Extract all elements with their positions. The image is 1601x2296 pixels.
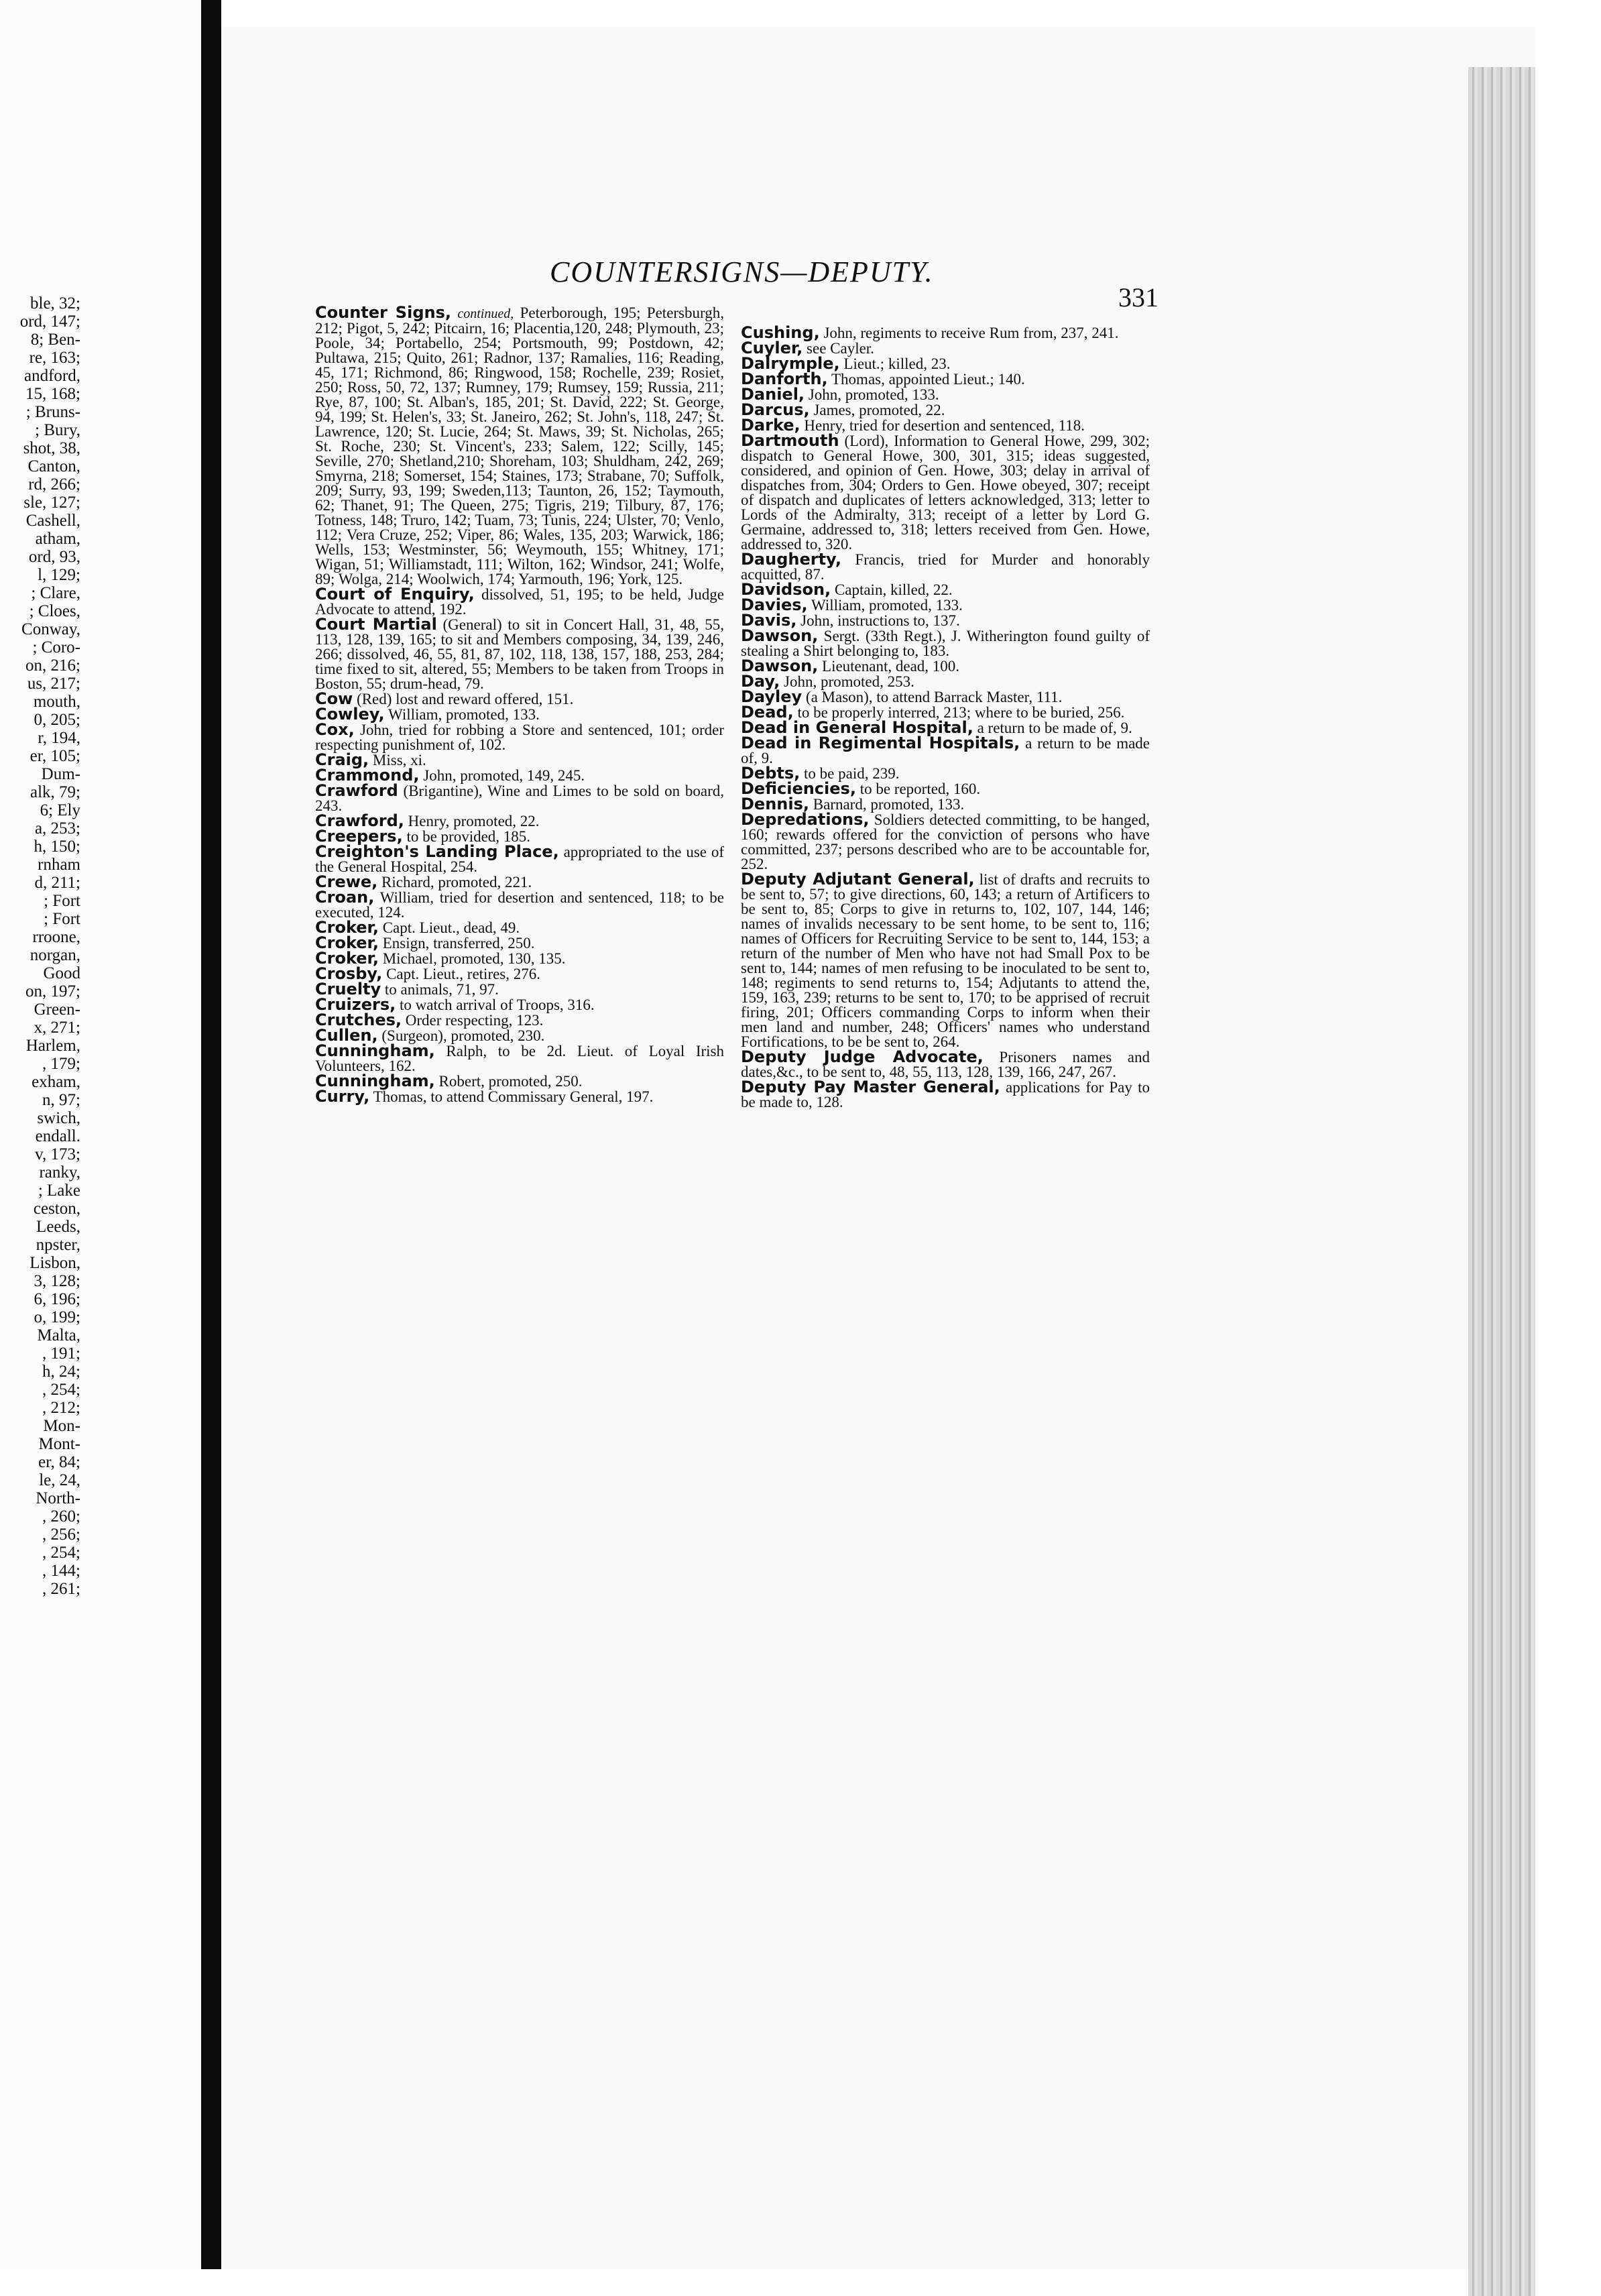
index-entry <box>741 1080 1150 1110</box>
index-column-left <box>315 305 724 1104</box>
entry-headword: Davis, <box>741 611 797 630</box>
index-entry <box>315 783 724 813</box>
bleed-fragment: ; Lake <box>38 1182 80 1200</box>
bleed-fragment: ; Clare, <box>31 585 80 602</box>
entry-text: Soldiers detected committing, to be hanged, 160; rewards offered for the conviction of persons who have committed, 237; persons described who are to be accountable for, 252. <box>741 811 1150 872</box>
entry-headword: Cunningham, <box>315 1041 435 1060</box>
index-entry <box>741 552 1150 582</box>
bleed-fragment: le, 24, <box>39 1472 80 1489</box>
entry-text: appropriated to the use of the General Hospital, 254. <box>315 844 725 875</box>
index-column-right <box>741 325 1150 1110</box>
entry-text: Peterborough, 195; Petersburgh, 212; Pigot, 5, 242; Pitcairn, 16; Placentia,120, 248; Plymouth, 23; Poole, 34; Portabello, 254; Portsmouth, 99; Postdown, 42; Pultawa, 215; Quito, 261; Radnor, 137; Ramalies, 116; Reading, 45, 171; Richmond, 86; Ringwood, 158; Rochelle, 239; Rosiet, 250; Ross, 50, 72, 137; Rumney, 179; Rumsey, 159; Russia, 211; Rye, 87, 100; St. Alban's, 185, 201; St. David, 222; St. George, 94, 199; St. Helen's, 33; St. Janeiro, 262; St. John's, 118, 247; St. Lawrence, 120; St. Lucie, 264; St. Maws, 39; St. Nicholas, 265; St. Roche, 230; St. Vincent's, 233; Salem, 122; Scilly, 145; Seville, 270; Shetland,210; Shoreham, 103; Shuldham, 242, 269; Smyrna, 218; Somerset, 154; Staines, 173; Strabane, 70; Suffolk, 209; Surry, 93, 199; Sweden,113; Taunton, 26, 152; Taymouth, 62; Thanet, 91; The Queen, 275; Tigris, 219; Tilbury, 87, 176; Totness, 148; Truro, 142; Tuam, 73; Tunis, 224; Ulster, 70; Venlo, 112; Vera Cruze, 252; Viper, 86; Wales, 135, 203; Warwick, 186; Wells, 153; Westminster, 56; Weymouth, 155; Whitney, 171; Wigan, 51; Williamstadt, 111; Wilton, 162; Windsor, 241; Wolfe, 89; Wolga, 214; Woolwich, 174; Yarmouth, 196; York, 125. <box>315 304 725 587</box>
bleed-fragment: rd, 266; <box>28 476 80 494</box>
entry-text: to animals, 71, 97. <box>384 981 499 998</box>
bleed-fragment: Mont- <box>38 1436 80 1453</box>
entry-headword: Daugherty, <box>741 550 841 569</box>
bleed-fragment: Conway, <box>21 621 80 638</box>
bleed-fragment: ; Bruns- <box>25 404 80 421</box>
bleed-fragment: , 256; <box>42 1526 80 1544</box>
entry-text: Ralph, to be 2d. Lieut. of Loyal Irish Volunteers, 162. <box>315 1043 725 1074</box>
entry-text: Richard, promoted, 221. <box>381 874 532 891</box>
entry-headword: Dennis, <box>741 795 809 813</box>
bleed-fragment: Harlem, <box>25 1037 80 1055</box>
bleed-fragment: Malta, <box>37 1327 80 1344</box>
entry-text: to watch arrival of Troops, 316. <box>400 996 595 1013</box>
bleed-fragment: , 254; <box>42 1381 80 1399</box>
entry-text: to be paid, 239. <box>804 765 900 782</box>
bleed-fragment: er, 84; <box>38 1454 80 1471</box>
bleed-fragment: , 144; <box>42 1562 80 1580</box>
entry-text: to be properly interred, 213; where to be buried, 256. <box>797 704 1125 721</box>
index-entry <box>315 305 724 587</box>
bleed-fragment: 3, 128; <box>34 1273 80 1290</box>
entry-text: Miss, xi. <box>372 752 426 768</box>
index-entry <box>741 597 1150 613</box>
entry-headword: Cushing, <box>741 323 820 342</box>
bleed-fragment: Green- <box>34 1001 80 1019</box>
entry-headword: Cox, <box>315 720 355 739</box>
index-entry <box>741 1049 1150 1080</box>
page-number: 331 <box>1118 282 1159 312</box>
entry-text: Henry, tried for desertion and sentenced, 118. <box>804 417 1085 434</box>
index-entry <box>315 587 724 617</box>
bleed-fragment: ord, 93, <box>28 549 80 566</box>
book-gutter <box>201 0 221 2269</box>
left-page-margin <box>0 0 201 2269</box>
bleed-fragment: shot, 38, <box>23 440 80 457</box>
bleed-fragment: d, 211; <box>34 874 80 892</box>
entry-headword: Darcus, <box>741 400 810 419</box>
index-entry <box>315 1043 724 1074</box>
bleed-fragment: x, 271; <box>34 1019 80 1037</box>
index-entry <box>741 872 1150 1049</box>
bleed-fragment: Lisbon, <box>29 1255 80 1272</box>
bleed-fragment: h, 150; <box>34 838 80 856</box>
bleed-fragment: er, 105; <box>29 748 80 765</box>
bleed-fragment: alk, 79; <box>30 784 80 801</box>
bleed-fragment: o, 199; <box>34 1309 80 1326</box>
bleed-fragment: on, 216; <box>25 657 80 675</box>
entry-text: see Cayler. <box>807 340 874 357</box>
bleed-fragment: , 191; <box>42 1345 80 1363</box>
entry-text: (Brigantine), Wine and Limes to be sold on board, 243. <box>315 783 724 814</box>
running-title: COUNTERSIGNS—DEPUTY. <box>550 255 934 288</box>
bleed-fragment: 15, 168; <box>25 386 80 403</box>
index-entry <box>315 890 724 920</box>
bleed-fragment: andford, <box>24 367 80 385</box>
entry-headword: Dawson, <box>741 656 819 675</box>
entry-text: John, regiments to receive Rum from, 237, 241. <box>823 325 1119 341</box>
bleed-fragment: ; Fort <box>44 911 80 928</box>
entry-text: (General) to sit in Concert Hall, 31, 48, 55, 113, 128, 139, 165; to sit and Members composing, 34, 139, 246, 266; dissolved, 46, 55, 81, 87, 102, 118, 138, 157, 188, 253, 284; time fixed to sit, altered, 55; Members to be taken from Troops in Boston, 55; drum-head, 79. <box>315 616 724 692</box>
index-entry <box>315 1089 724 1104</box>
entry-headword: Dartmouth <box>741 431 839 450</box>
bleed-fragment: rroone, <box>32 929 80 946</box>
bleed-fragment: ; Fort <box>44 893 80 910</box>
page-edges <box>1468 67 1535 2296</box>
entry-text: to be provided, 185. <box>406 828 531 845</box>
bleed-fragment: ; Cloes, <box>29 603 80 620</box>
entry-text: Capt. Lieut., dead, 49. <box>382 919 520 936</box>
index-entry <box>315 844 724 874</box>
entry-text: Lieut.; killed, 23. <box>843 355 951 372</box>
entry-headword: Danforth, <box>741 369 828 388</box>
bleed-fragment: exham, <box>32 1074 80 1091</box>
bleed-fragment: Mon- <box>43 1418 80 1435</box>
bleed-fragment: a, 253; <box>34 820 80 838</box>
bleed-fragment: swich, <box>37 1110 80 1127</box>
entry-text: Barnard, promoted, 133. <box>813 796 965 813</box>
entry-text: John, tried for robbing a Store and sentenced, 101; order respecting punishment of, 102. <box>315 722 725 753</box>
entry-text: Thomas, to attend Commissary General, 197. <box>373 1088 654 1105</box>
entry-headword: Daniel, <box>741 385 805 404</box>
entry-headword: Cruelty <box>315 980 381 998</box>
entry-text: William, promoted, 133. <box>388 706 540 723</box>
entry-headword: Dawson, <box>741 626 819 645</box>
entry-headword: Court of Enquiry, <box>315 585 475 604</box>
index-entry <box>741 433 1150 552</box>
entry-headword: Crewe, <box>315 872 378 891</box>
entry-headword: Darke, <box>741 416 800 435</box>
entry-headword: Cullen, <box>315 1026 378 1045</box>
entry-text: list of drafts and recruits to be sent to, 57; to give directions, 60, 143; a return of Artificers to be sent to, 85; Corps to give in returns to, 102, 107, 144, 146; names of invalids necessary to be sent home, to be sent to, 116; names of Officers for Recruiting Service to be sent to, 144, 153; a return of the number of Men who have not had Small Pox to be sent to, 144; names of men refusing to be inoculated to be sent to, 148; regiments to send returns to, 154; Adjutants to attend the, 159, 163, 239; returns to be sent to, 170; to be apprised of recruit firing, 201; Officers commanding Corps to inform when their men land and number, 248; Officers' names who understand Fortifications, to be be sent to, 264. <box>741 871 1150 1050</box>
entry-text: Capt. Lieut., retires, 276. <box>386 966 541 982</box>
bleed-fragment: ble, 32; <box>30 295 80 312</box>
entry-text: Captain, killed, 22. <box>834 581 953 598</box>
bleed-fragment: Canton, <box>27 458 80 475</box>
entry-headword: Dalrymple, <box>741 354 840 373</box>
entry-headword: Crutches, <box>315 1011 402 1029</box>
entry-headword: Craig, <box>315 750 369 769</box>
entry-headword: Crammond, <box>315 766 420 785</box>
entry-text: Sergt. (33th Regt.), J. Witherington found guilty of stealing a Shirt belonging to, 183. <box>741 628 1150 659</box>
bleed-fragment: mouth, <box>33 693 80 711</box>
index-entry <box>741 658 1150 674</box>
bleed-fragment: r, 194, <box>38 730 80 747</box>
entry-headword: Cunningham, <box>315 1072 435 1090</box>
entry-text: (Lord), Information to General Howe, 299, 302; dispatch to General Howe, 300, 301, 315; ideas suggested, considered, and opinion of Gen. Howe, 303; delay in arrival of dispatches from, 304; Orders to Gen. Howe obeyed, 307; receipt of dispatch and duplicates of letters acknowledged, 313; letter to Lords of the Admiralty, 313; receipt of a letter by Lord G. Germaine, addressed to, 318; letters received from Gen. Howe, addressed to, 320. <box>741 433 1150 553</box>
bleed-fragment: Dum- <box>41 766 80 783</box>
bleed-fragment: ranky, <box>39 1164 80 1182</box>
bleed-fragment: , 212; <box>42 1399 80 1417</box>
index-entry <box>741 674 1150 689</box>
entry-headword: Davies, <box>741 595 808 614</box>
entry-text: John, promoted, 133. <box>808 386 939 403</box>
bleed-fragment: 0, 205; <box>34 711 80 729</box>
entry-text: William, tried for desertion and sentenced, 118; to be executed, 124. <box>315 889 724 921</box>
bleed-fragment: 8; Ben- <box>30 331 80 349</box>
entry-text: John, instructions to, 137. <box>800 612 960 629</box>
entry-text: John, promoted, 253. <box>784 673 914 690</box>
entry-headword: Crosby, <box>315 964 383 983</box>
entry-headword: Day, <box>741 672 780 691</box>
entry-text: William, promoted, 133. <box>811 597 963 614</box>
bleed-fragment: , 261; <box>42 1581 80 1598</box>
bleed-fragment: endall. <box>35 1128 80 1145</box>
index-entry <box>315 874 724 890</box>
entry-text: (Red) lost and reward offered, 151. <box>357 691 574 707</box>
bleed-fragment: ; Coro- <box>32 639 80 656</box>
entry-text: applications for Pay to be made to, 128. <box>741 1079 1150 1110</box>
entry-text: a return to be made of, 9. <box>741 735 1150 766</box>
index-entry <box>315 617 724 691</box>
entry-headword: Court Martial <box>315 615 437 634</box>
entry-headword: Deficiencies, <box>741 779 856 798</box>
entry-headword: Croan, <box>315 888 375 907</box>
entry-headword: Cuyler, <box>741 339 803 357</box>
entry-text: dissolved, 51, 195; to be held, Judge Advocate to attend, 192. <box>315 586 725 618</box>
index-entry <box>741 812 1150 872</box>
entry-text: Ensign, transferred, 250. <box>382 935 535 952</box>
entry-headword: Croker, <box>315 949 379 968</box>
entry-headword: Croker, <box>315 933 379 952</box>
left-page-bleed-text <box>0 295 80 1599</box>
bleed-fragment: North- <box>36 1490 80 1507</box>
entry-text: Henry, promoted, 22. <box>408 813 540 829</box>
entry-headword: Counter Signs, <box>315 303 451 322</box>
bleed-fragment: 6; Ely <box>40 802 80 819</box>
entry-text: Thomas, appointed Lieut.; 140. <box>831 371 1025 388</box>
bleed-fragment: , 179; <box>42 1055 80 1073</box>
entry-headword: Crawford <box>315 781 398 800</box>
index-entry <box>741 402 1150 418</box>
entry-headword: Depredations, <box>741 810 870 829</box>
entry-headword: Cow <box>315 689 353 708</box>
entry-text: Prisoners names and dates,&c., to be sent to, 48, 55, 113, 128, 139, 166, 247, 267. <box>741 1049 1150 1080</box>
bleed-fragment: ; Bury, <box>35 422 80 439</box>
bleed-fragment: atham, <box>35 530 80 548</box>
entry-headword: Cowley, <box>315 705 385 724</box>
entry-text: (a Mason), to attend Barrack Master, 111. <box>805 689 1063 705</box>
bleed-fragment: 6, 196; <box>34 1291 80 1308</box>
entry-headword: Creighton's Landing Place, <box>315 842 559 861</box>
entry-text: John, promoted, 149, 245. <box>423 767 585 784</box>
entry-headword: Dead in Regimental Hospitals, <box>741 734 1020 752</box>
index-entry <box>315 707 724 722</box>
entry-headword: Deputy Adjutant General, <box>741 870 975 888</box>
entry-text: Francis, tried for Murder and honorably acquitted, 87. <box>741 551 1150 583</box>
index-entry <box>741 689 1150 705</box>
bleed-fragment: npster, <box>36 1237 80 1254</box>
entry-text: to be reported, 160. <box>859 781 981 797</box>
entry-headword: Curry, <box>315 1087 370 1106</box>
bleed-fragment: on, 197; <box>25 983 80 1000</box>
bleed-fragment: ord, 147; <box>19 313 80 331</box>
entry-headword: Dead in General Hospital, <box>741 718 973 737</box>
bleed-fragment: re, 163; <box>29 349 80 367</box>
entry-headword: Crawford, <box>315 811 404 830</box>
entry-text: a return to be made of, 9. <box>977 720 1132 736</box>
entry-headword: Dead, <box>741 703 794 722</box>
bleed-fragment: , 260; <box>42 1508 80 1526</box>
entry-headword: Cruizers, <box>315 995 396 1014</box>
bleed-fragment: v, 173; <box>35 1146 80 1163</box>
entry-headword: Davidson, <box>741 580 831 599</box>
entry-continued-note: continued, <box>457 306 514 321</box>
bleed-fragment: sle, 127; <box>23 494 80 512</box>
bleed-fragment: rnham <box>38 856 80 874</box>
entry-text: Lieutenant, dead, 100. <box>822 658 960 675</box>
entry-headword: Deputy Pay Master General, <box>741 1078 1000 1096</box>
index-entry <box>315 1074 724 1089</box>
bleed-fragment: Leeds, <box>36 1218 80 1236</box>
entry-headword: Creepers, <box>315 827 403 846</box>
entry-headword: Deputy Judge Advocate, <box>741 1047 984 1066</box>
bleed-fragment: Good <box>43 965 80 982</box>
index-entry <box>315 722 724 752</box>
entry-text: (Surgeon), promoted, 230. <box>381 1027 545 1044</box>
bleed-fragment: h, 24; <box>42 1363 80 1381</box>
entry-text: Michael, promoted, 130, 135. <box>382 950 566 967</box>
entry-headword: Debts, <box>741 764 800 783</box>
entry-headword: Dayley <box>741 687 803 706</box>
entry-text: James, promoted, 22. <box>813 402 945 418</box>
entry-text: Robert, promoted, 250. <box>438 1073 583 1090</box>
bleed-fragment: l, 129; <box>38 567 80 584</box>
bleed-fragment: ceston, <box>33 1200 80 1218</box>
entry-text: Order respecting, 123. <box>405 1012 544 1029</box>
bleed-fragment: us, 217; <box>27 675 80 693</box>
bleed-fragment: norgan, <box>29 947 80 964</box>
bleed-fragment: n, 97; <box>42 1092 80 1109</box>
bleed-fragment: , 254; <box>42 1544 80 1562</box>
bleed-fragment: Cashell, <box>25 512 80 530</box>
index-entry <box>741 628 1150 658</box>
index-entry <box>741 736 1150 766</box>
entry-headword: Croker, <box>315 918 379 937</box>
